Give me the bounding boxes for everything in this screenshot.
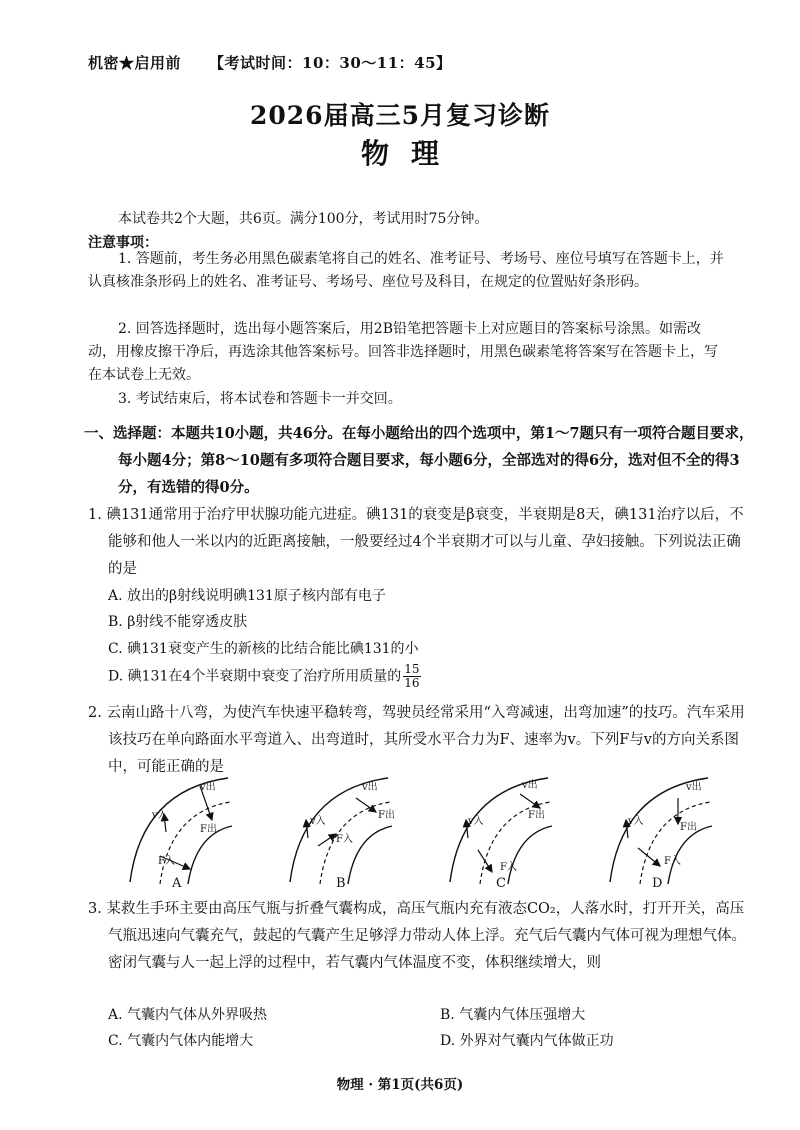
question-1-stem: 1. 碘131通常用于治疗甲状腺功能亢进症。碘131的衰变是β衰变，半衰期是8天，碘131治疗以后，不能够和他人一米以内的近距离接触，一般要经过4个半衰期才可以与儿童、孕妇接触。下列说法正确的是 [88, 507, 744, 577]
fraction-numerator: 15 [404, 662, 420, 676]
diagram-label-b: B [336, 876, 346, 891]
q1-option-b: B. β射线不能穿透皮肤 [108, 614, 248, 630]
q3-option-d: D. 外界对气囊内气体做正功 [440, 1033, 614, 1049]
page-footer: 物理 · 第1页(共6页) [336, 1077, 464, 1093]
fraction-15-16 [403, 663, 420, 690]
label-f-in-a: F入 [158, 856, 175, 867]
label-v-out-c: v出 [522, 780, 538, 791]
label-v-in-a: v入 [152, 810, 168, 821]
notice-item-1: 1. 答题前，考生务必用黑色碳素笔将自己的姓名、准考证号、考场号、座位号填写在答题卡上，并认真核准条形码上的姓名、准考证号、考场号、座位号及科目，在规定的位置贴好条形码。 [88, 251, 724, 290]
diagram-label-a: A [172, 876, 182, 891]
diagram-label-c: C [496, 876, 506, 891]
label-f-in-d: F入 [664, 856, 681, 867]
exam-time: 【考试时间：10：30～11：45】 [209, 54, 452, 72]
fraction-denominator: 16 [404, 676, 420, 690]
confidential-mark: 机密★启用前 [88, 54, 182, 72]
intro-text: 本试卷共2个大题，共6页。满分100分，考试用时75分钟。 [118, 211, 489, 227]
label-v-in-b: v入 [310, 816, 326, 827]
label-f-out-c: F出 [528, 810, 545, 821]
notice-item-2: 2. 回答选择题时，选出每小题答案后，用2B铅笔把答题卡上对应题目的答案标号涂黑。如需改动，用橡皮擦干净后，再选涂其他答案标号。回答非选择题时，用黑色碳素笔将答案写在答题卡上，写在本试卷上无效。 [88, 321, 718, 383]
label-v-out-d: v出 [686, 782, 702, 793]
q1-option-a: A. 放出的β射线说明碘131原子核内部有电子 [108, 588, 386, 604]
section-one-heading: 一、选择题：本题共10小题，共46分。在每小题给出的四个选项中，第1～7题只有一项符合题目要求，每小题4分；第8～10题有多项符合题目要求，每小题6分，全部选对的得6分，选对但不全的得3分，有选错的得0分。 [84, 425, 754, 496]
q3-option-b: B. 气囊内气体压强增大 [440, 1007, 586, 1023]
q3-option-a: A. 气囊内气体从外界吸热 [108, 1007, 268, 1023]
label-v-in-c: v入 [468, 816, 484, 827]
question-3-stem: 3. 某救生手环主要由高压气瓶与折叠气囊构成，高压气瓶内充有液态CO₂，人落水时，打开开关，高压气瓶迅速向气囊充气，鼓起的气囊产生足够浮力带动人体上浮。充气后气囊内气体可视为理想气体。密闭气囊与人一起上浮的过程中，若气囊内气体温度不变，体积继续增大，则 [88, 901, 746, 971]
label-v-out-a: v出 [200, 782, 216, 793]
q1-option-d-text: D. 碘131在4个半衰期中衰变了治疗所用质量的 [108, 668, 402, 685]
diagram-label-d: D [652, 876, 663, 891]
label-v-out-b: v出 [362, 782, 378, 793]
label-f-out-b: F出 [378, 810, 395, 821]
label-f-in-b: F入 [336, 834, 353, 845]
q2-diagrams [100, 772, 740, 902]
label-f-out-a: F出 [200, 824, 217, 835]
notice-heading: 注意事项： [88, 235, 158, 251]
question-2-stem: 2. 云南山路十八弯，为使汽车快速平稳转弯，驾驶员经常采用“入弯减速，出弯加速”的技巧。汽车采用该技巧在单向路面水平弯道入、出弯道时，其所受水平合力为F、速率为v。下列F与v的方向关系图中，可能正确的是 [88, 705, 745, 775]
label-v-in-d: v入 [628, 816, 644, 827]
notice-item-3: 3. 考试结束后，将本试卷和答题卡一并交回。 [118, 391, 402, 407]
header-line [88, 52, 452, 73]
q1-option-d [108, 663, 421, 690]
label-f-out-d: F出 [680, 822, 697, 833]
exam-title: 2026届高三5月复习诊断 [250, 101, 550, 130]
q3-option-c: C. 气囊内气体内能增大 [108, 1033, 254, 1049]
q1-option-c: C. 碘131衰变产生的新核的比结合能比碘131的小 [108, 641, 419, 657]
subject-title: 物理 [360, 137, 461, 170]
label-f-in-c: F入 [500, 862, 517, 873]
